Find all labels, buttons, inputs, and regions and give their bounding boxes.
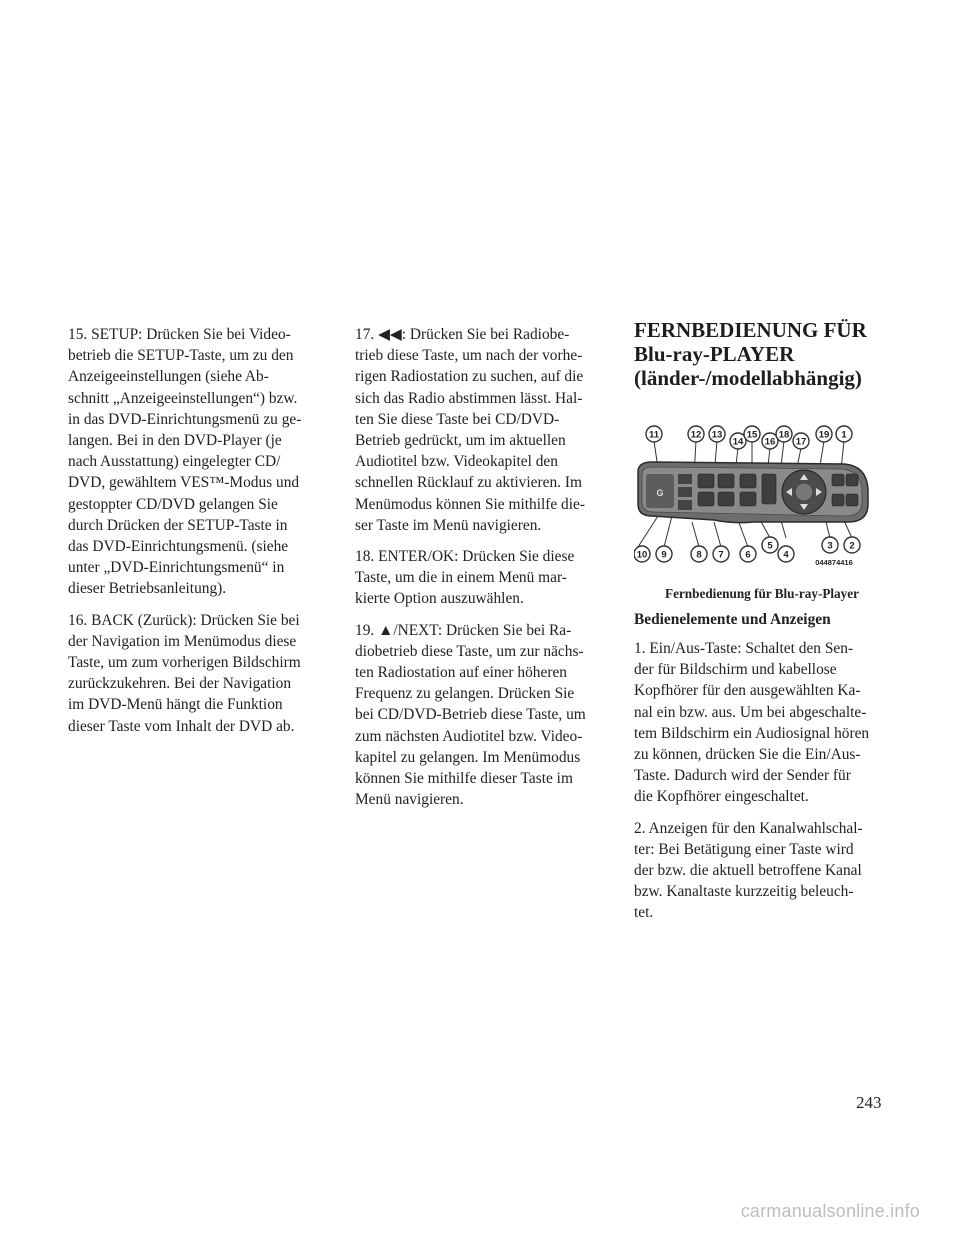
callout-11: 11: [648, 429, 660, 441]
remote-control-illustration: [634, 404, 890, 584]
callout-5: 5: [767, 540, 773, 552]
callout-18: 18: [778, 429, 790, 441]
item-16-back: 16. BACK (Zurück): Drücken Sie bei der Navigation im Menümodus diese Taste, um zum vorherigen Bildschirm zurückzukehren. Bei der Navigation im DVD-Menü hängt die Funktion dieser Taste vom Inhalt der DVD ab.: [68, 611, 301, 735]
watermark: carmanualsonline.info: [740, 1201, 920, 1221]
svg-text:G: G: [656, 488, 664, 498]
callout-7: 7: [718, 549, 724, 561]
section-heading: FERNBEDIENUNG FÜR Blu-ray-PLAYER (länder-/modellabhängig): [634, 318, 867, 390]
text-column-right: [634, 318, 890, 934]
figure-code: 044874416: [815, 558, 853, 567]
item-2-channel-indicators: 2. Anzeigen für den Kanalwahlschal- ter: Bei Betätigung einer Taste wird der bzw. die aktuell betroffene Kanal bzw. Kanaltaste kurzzeitig beleuch- tet.: [634, 819, 863, 922]
callout-16: 16: [764, 436, 776, 448]
callout-3: 3: [827, 540, 833, 552]
callout-8: 8: [696, 549, 702, 561]
callout-17: 17: [795, 436, 807, 448]
callout-14: 14: [732, 436, 744, 448]
callout-9: 9: [661, 549, 667, 561]
item-1-power: 1. Ein/Aus-Taste: Schaltet den Sen- der für Bildschirm und kabellose Kopfhörer für den ausgewählten Ka- nal ein bzw. aus. Um bei abgeschalte- tem Bildschirm ein Audiosignal hören zu können, drücken Sie die Ein/Aus- Taste. Dadurch wird der Sender für die Kopfhörer eingeschaltet.: [634, 640, 870, 806]
controls-subheading: Bedienelemente und Anzeigen: [634, 611, 831, 628]
item-18-enter-ok: 18. ENTER/OK: Drücken Sie diese Taste, um die in einem Menü mar- kierte Option auszuwählen.: [355, 548, 575, 608]
remote-control-figure: [634, 404, 890, 584]
callout-4: 4: [783, 549, 789, 561]
text-column-left: [68, 324, 316, 747]
callout-6: 6: [745, 549, 751, 561]
callout-13: 13: [711, 429, 723, 441]
callout-12: 12: [690, 429, 702, 441]
callout-2: 2: [849, 540, 855, 552]
item-17-rewind: 17. ◀◀: Drücken Sie bei Radiobe- trieb diese Taste, um nach der vorhe- rigen Radiostation zu suchen, auf die sich das Radio abstimmen lässt. Hal- ten Sie diese Taste bei CD/DVD- Betrieb gedrückt, um im aktuellen Audiotitel bzw. Videokapitel den schnellen Rücklauf zu aktivieren. Im Menümodus können Sie mithilfe die- ser Taste im Menü navigieren.: [355, 326, 585, 534]
text-column-middle: [355, 324, 603, 820]
callout-15: 15: [746, 429, 758, 441]
callout-1: 1: [841, 429, 847, 441]
item-15-setup: 15. SETUP: Drücken Sie bei Video- betrieb die SETUP-Taste, um zu den Anzeigeeinstellungen (siehe Ab- schnitt „Anzeigeeinstellungen“) bzw. in das DVD-Einrichtungsmenü zu ge- langen. Bei in den DVD-Player (je nach Ausstattung) eingelegter CD/ DVD, gewähltem VES™-Modus und gestoppter CD/DVD gelangen Sie durch Drücken der SETUP-Taste in das DVD-Einrichtungsmenü. (siehe unter „DVD-Einrichtungsmenü“ in dieser Betriebsanleitung).: [68, 326, 302, 598]
callout-19: 19: [818, 429, 830, 441]
figure-caption: Fernbedienung für Blu-ray-Player: [665, 586, 859, 601]
item-19-next: 19. ▲/NEXT: Drücken Sie bei Ra- diobetrieb diese Taste, um zur nächs- ten Radiostation auf einer höheren Frequenz zu gelangen. Drücken Sie bei CD/DVD-Betrieb diese Taste, um zum nächsten Audiotitel bzw. Video- kapitel zu gelangen. Im Menümodus können Sie mithilfe dieser Taste im Menü navigieren.: [355, 621, 586, 809]
callout-10: 10: [636, 549, 648, 561]
page-number: 243: [856, 1093, 882, 1112]
